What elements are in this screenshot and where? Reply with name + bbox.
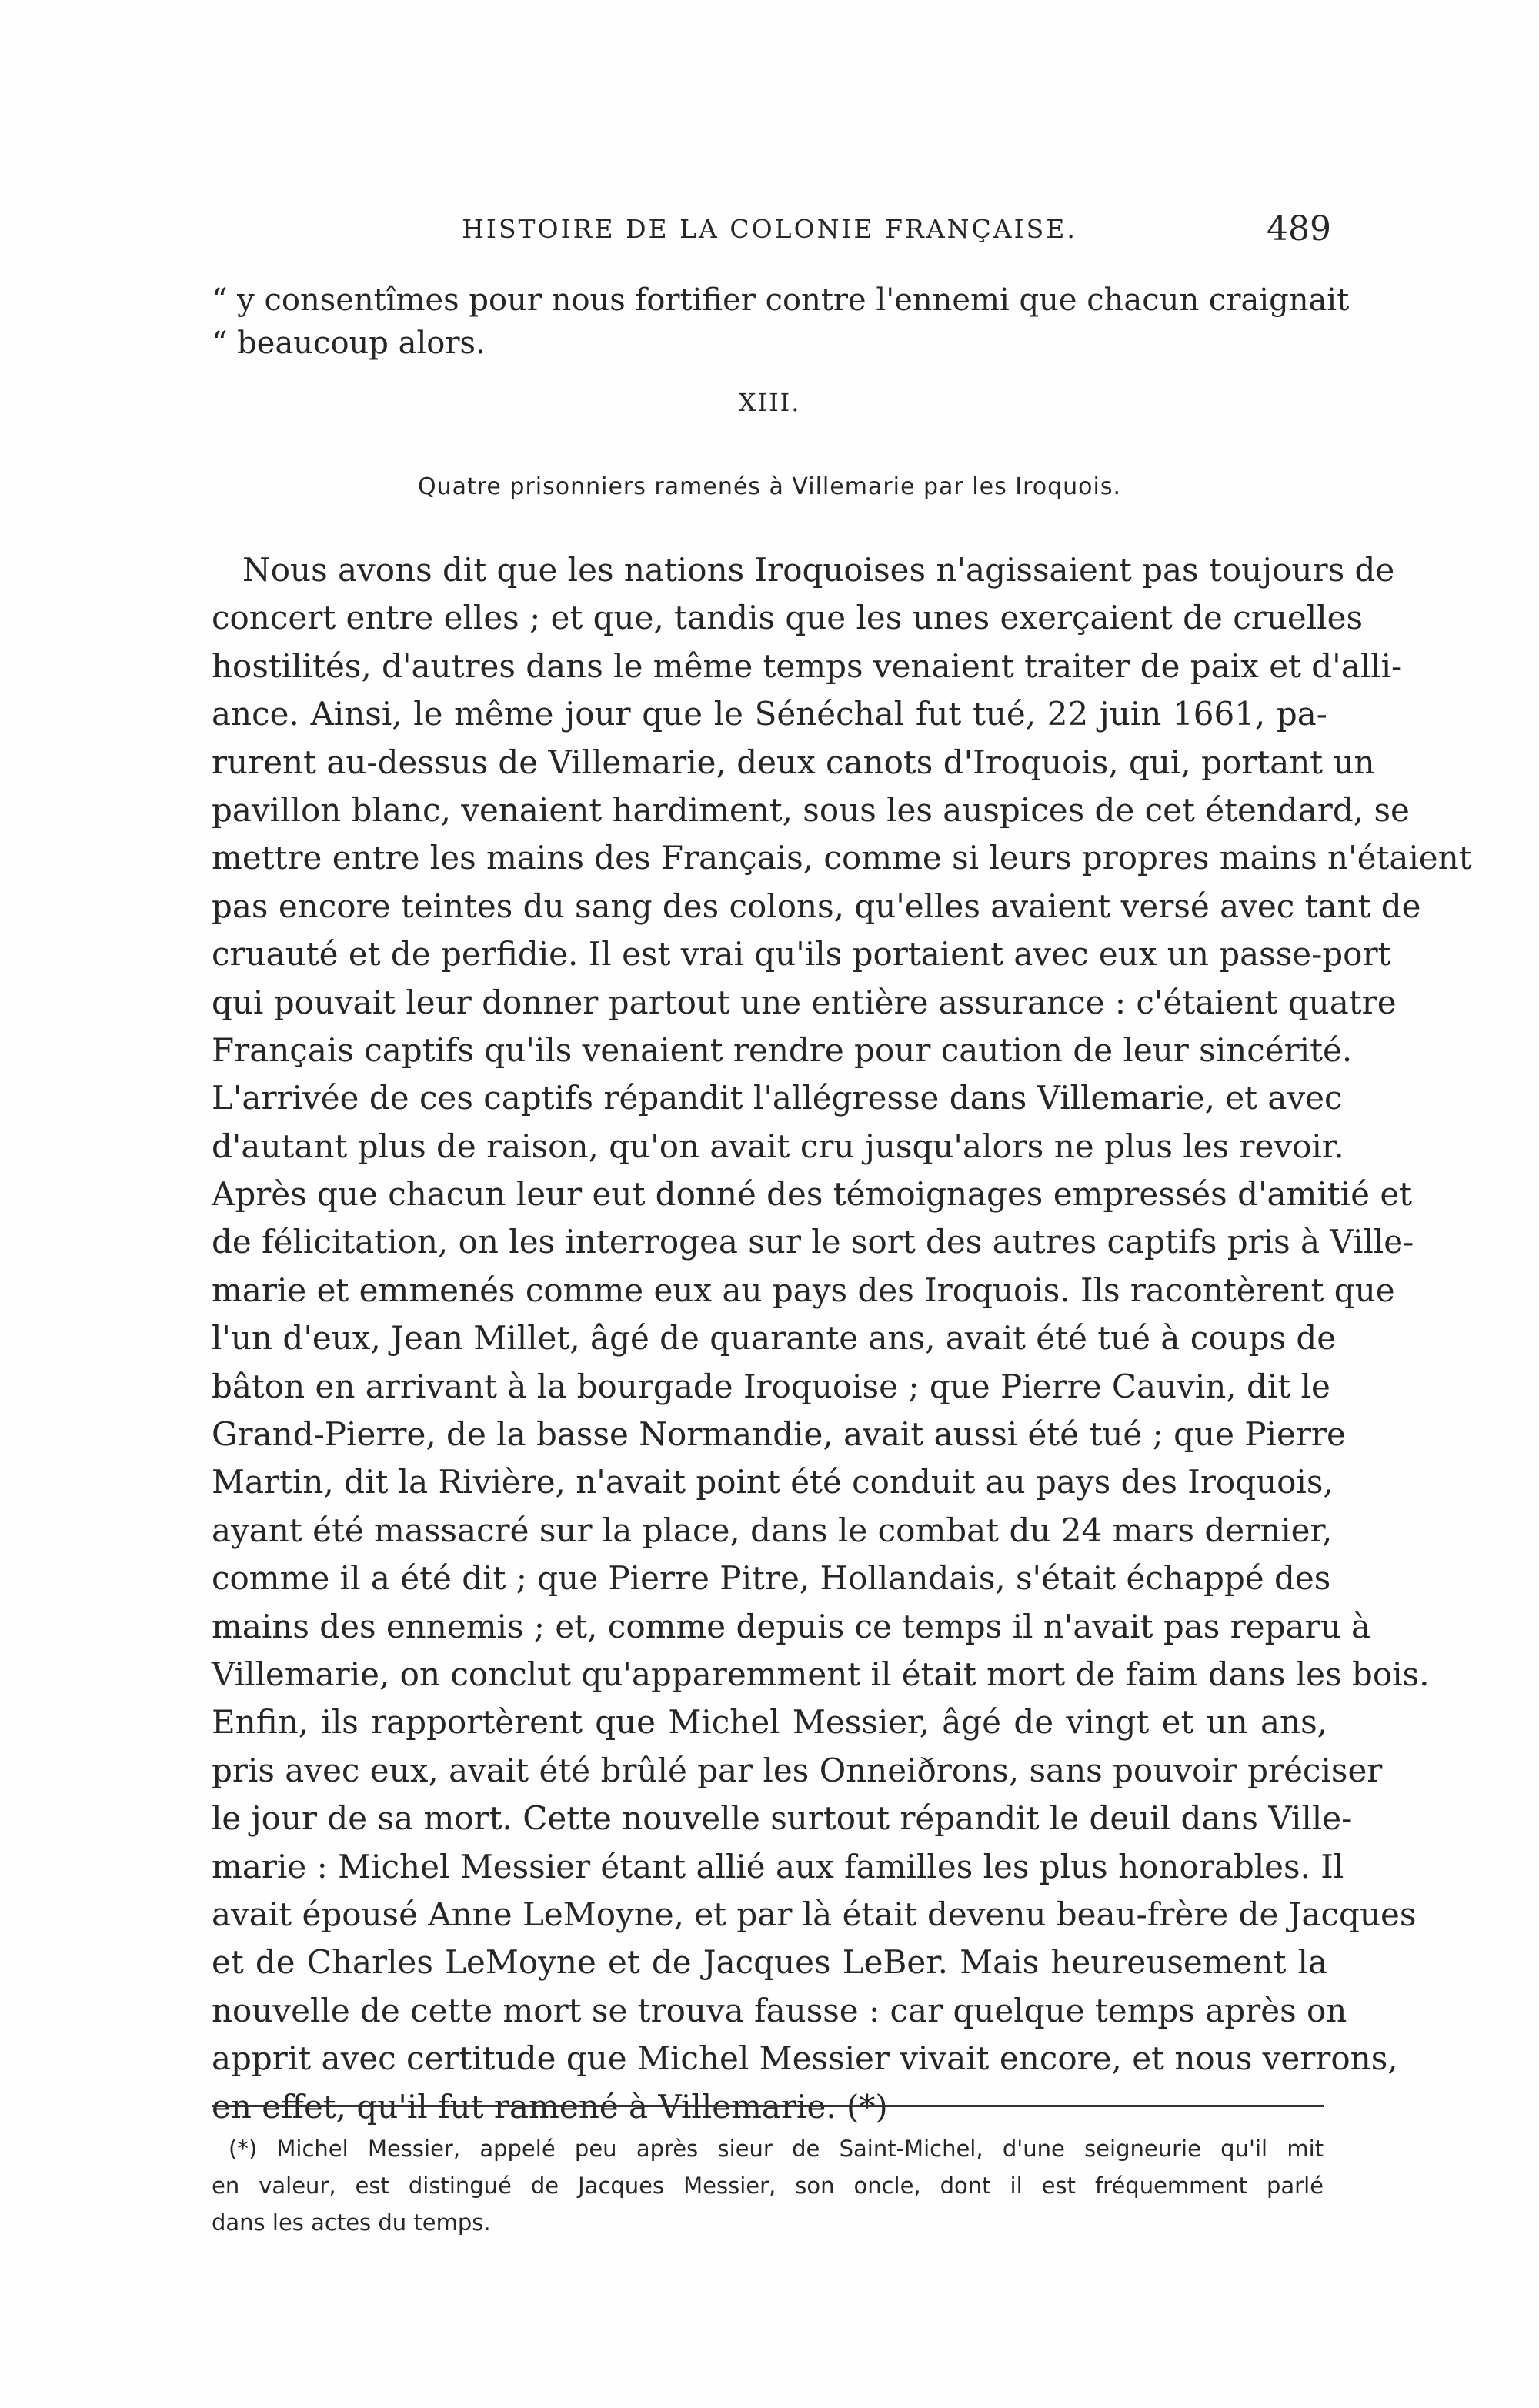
body-line: rurent au-dessus de Villemarie, deux canots d'Iroquois, qui, portant un (212, 743, 1375, 781)
footnote-line: dans les actes du temps. (212, 2209, 491, 2236)
footnote-line: (*) Michel Messier, appelé peu après sieur de Saint-Michel, d'une seigneurie qu'il mit (229, 2136, 1324, 2162)
body-line: pavillon blanc, venaient hardiment, sous les auspices de cet étendard, se (212, 790, 1410, 829)
body-line: d'autant plus de raison, qu'on avait cru jusqu'alors ne plus les revoir. (212, 1127, 1344, 1165)
body-line: en effet, qu'il fut ramené à Villemarie. (*) (212, 2087, 888, 2126)
body-line: l'un d'eux, Jean Millet, âgé de quarante ans, avait été tué à coups de (212, 1319, 1337, 1358)
footnote (212, 2130, 1324, 2241)
quote-line: “ y consentîmes pour nous fortifier contre l'ennemi que chacun craignait (212, 282, 1350, 318)
body-line: bâton en arrivant à la bourgade Iroquoise ; que Pierre Cauvin, dit le (212, 1367, 1330, 1405)
body-line: concert entre elles ; et que, tandis que les unes exerçaient de cruelles (212, 599, 1364, 637)
body-line: Nous avons dit que les nations Iroquoises n'agissaient pas toujours de (242, 551, 1395, 589)
body-line: Martin, dit la Rivière, n'avait point été conduit au pays des Iroquois, (212, 1463, 1334, 1501)
body-line: Enfin, ils rapportèrent que Michel Messier, âgé de vingt et un ans, (212, 1703, 1327, 1742)
body-line: mains des ennemis ; et, comme depuis ce temps il n'avait pas reparu à (212, 1607, 1371, 1645)
body-line: qui pouvait leur donner partout une entière assurance : c'étaient quatre (212, 983, 1397, 1021)
body-line: de félicitation, on les interrogea sur le sort des autres captifs pris à Ville- (212, 1223, 1414, 1261)
body-line: le jour de sa mort. Cette nouvelle surtout répandit le deuil dans Ville- (212, 1799, 1353, 1838)
section-number: XIII. (738, 388, 801, 417)
body-line: cruauté et de perfidie. Il est vrai qu'ils portaient avec eux un passe-port (212, 935, 1391, 974)
body-line: L'arrivée de ces captifs répandit l'allégresse dans Villemarie, et avec (212, 1079, 1343, 1117)
page-number: 489 (1267, 209, 1331, 249)
body-line: Villemarie, on conclut qu'apparemment il était mort de faim dans les bois. (212, 1655, 1430, 1693)
footnote-divider (212, 2105, 1324, 2107)
body-line: pas encore teintes du sang des colons, qu'elles avaient versé avec tant de (212, 887, 1421, 925)
body-paragraph (212, 546, 1472, 2131)
body-line: et de Charles LeMoyne et de Jacques LeBer. Mais heureusement la (212, 1943, 1327, 1982)
body-line: mettre entre les mains des Français, comme si leurs propres mains n'étaient (212, 839, 1472, 877)
body-line: hostilités, d'autres dans le même temps venaient traiter de paix et d'alli- (212, 646, 1403, 685)
body-line: avait épousé Anne LeMoyne, et par là était devenu beau-frère de Jacques (212, 1895, 1417, 1933)
body-line: nouvelle de cette mort se trouva fausse : car quelque temps après on (212, 1991, 1347, 2029)
body-line: comme il a été dit ; que Pierre Pitre, Hollandais, s'était échappé des (212, 1559, 1331, 1598)
body-line: marie et emmenés comme eux au pays des Iroquois. Ils racontèrent que (212, 1271, 1395, 1309)
body-line: apprit avec certitude que Michel Messier vivait encore, et nous verrons, (212, 2039, 1398, 2078)
body-line: ance. Ainsi, le même jour que le Sénéchal fut tué, 22 juin 1661, pa- (212, 695, 1327, 733)
body-line: Français captifs qu'ils venaient rendre pour caution de leur sincérité. (212, 1030, 1353, 1069)
section-title: Quatre prisonniers ramenés à Villemarie par les Iroquois. (417, 473, 1122, 500)
body-line: ayant été massacré sur la place, dans le combat du 24 mars dernier, (212, 1511, 1333, 1549)
body-line: marie : Michel Messier étant allié aux familles les plus honorables. Il (212, 1847, 1344, 1885)
body-line: Grand-Pierre, de la basse Normandie, avait aussi été tué ; que Pierre (212, 1415, 1346, 1454)
body-line: pris avec eux, avait été brûlé par les Onneiðrons, sans pouvoir préciser (212, 1751, 1383, 1789)
quote-line: “ beaucoup alors. (212, 326, 486, 361)
footnote-line: en valeur, est distingué de Jacques Messier, son oncle, dont il est fréquemment parlé (212, 2173, 1324, 2199)
running-head-title: HISTOIRE DE LA COLONIE FRANÇAISE. (462, 214, 1077, 244)
body-line: Après que chacun leur eut donné des témoignages empressés d'amitié et (212, 1175, 1413, 1214)
running-head (208, 209, 1331, 255)
continued-quote (212, 279, 1350, 365)
